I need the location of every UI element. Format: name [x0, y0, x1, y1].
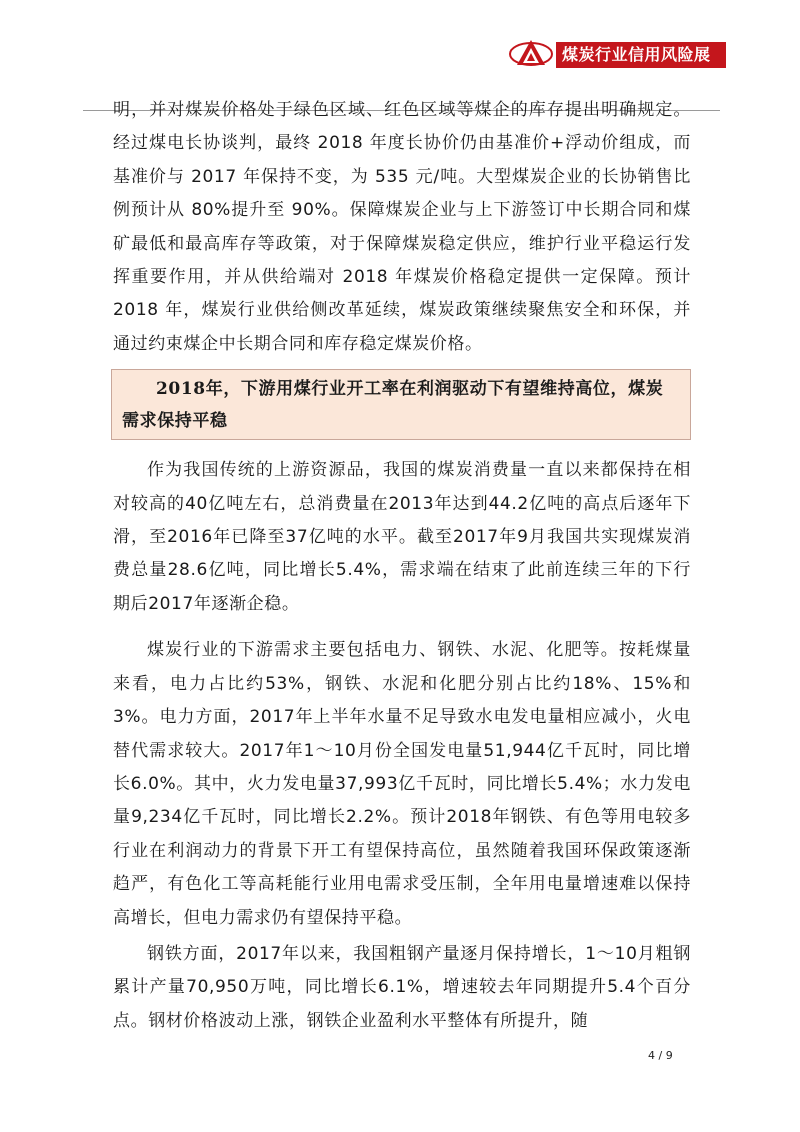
section-heading: 2018年，下游用煤行业开工率在利润驱动下有望维持高位，煤炭需求保持平稳 — [122, 379, 664, 432]
paragraph-coal-policy: 明，并对煤炭价格处于绿色区域、红色区域等煤企的库存提出明确规定。经过煤电长协谈判，最终 2018 年度长协价仍由基准价+浮动价组成，而基准价与 2017 年保持不变，为 535 元/吨。大型煤炭企业的长协销售比例预计从 80%提升至 90%。保障煤炭企业与上下游签订中长期合同和煤矿最低和最高库存等政策，对于保障煤炭稳定供应，维护行业平稳运行发挥重要作用，并从供给端对 2018 年煤炭价格稳定提供一定保障。预计 2018 年，煤炭行业供给侧改革延续，煤炭政策继续聚焦安全和环保，并通过约束煤企中长期合同和库存稳定煤炭价格。 — [113, 100, 691, 354]
paragraph-downstream-demand: 煤炭行业的下游需求主要包括电力、钢铁、水泥、化肥等。按耗煤量来看，电力占比约53%，钢铁、水泥和化肥分别占比约18%、15%和3%。电力方面，2017年上半年水量不足导致水电发电量相应减小，火电替代需求较大。2017年1～10月份全国发电量51,944亿千瓦时，同比增长6.0%。其中，火力发电量37,993亿千瓦时，同比增长5.4%；水力发电量9,234亿千瓦时，同比增长2.2%。预计2018年钢铁、有色等用电较多行业在利润动力的背景下开工有望保持高位，虽然随着我国环保政策逐渐趋严，有色化工等高耗能行业用电需求受压制，全年用电量增速难以保持高增长，但电力需求仍有望保持平稳。 — [113, 640, 691, 928]
paragraph-gap — [113, 621, 691, 634]
triangle-logo-icon — [508, 38, 554, 68]
document-body — [113, 94, 691, 1038]
paragraph-steel: 钢铁方面，2017年以来，我国粗钢产量逐月保持增长，1～10月粗钢累计产量70,950万吨，同比增长6.1%，增速较去年同期提升5.4个百分点。钢材价格波动上涨，钢铁企业盈利水平整体有所提升，随 — [113, 943, 691, 1031]
report-title-badge: 煤炭行业信用风险展望 — [556, 42, 726, 68]
paragraph-coal-consumption: 作为我国传统的上游资源品，我国的煤炭消费量一直以来都保持在相对较高的40亿吨左右，总消费量在2013年达到44.2亿吨的高点后逐年下滑，至2016年已降至37亿吨的水平。截至2017年9月我国共实现煤炭消费总量28.6亿吨，同比增长5.4%，需求端在结束了此前连续三年的下行期后2017年逐渐企稳。 — [113, 460, 691, 614]
page-header — [0, 36, 800, 90]
section-heading-box — [111, 369, 691, 440]
page-number: 4 / 9 — [648, 1049, 673, 1062]
